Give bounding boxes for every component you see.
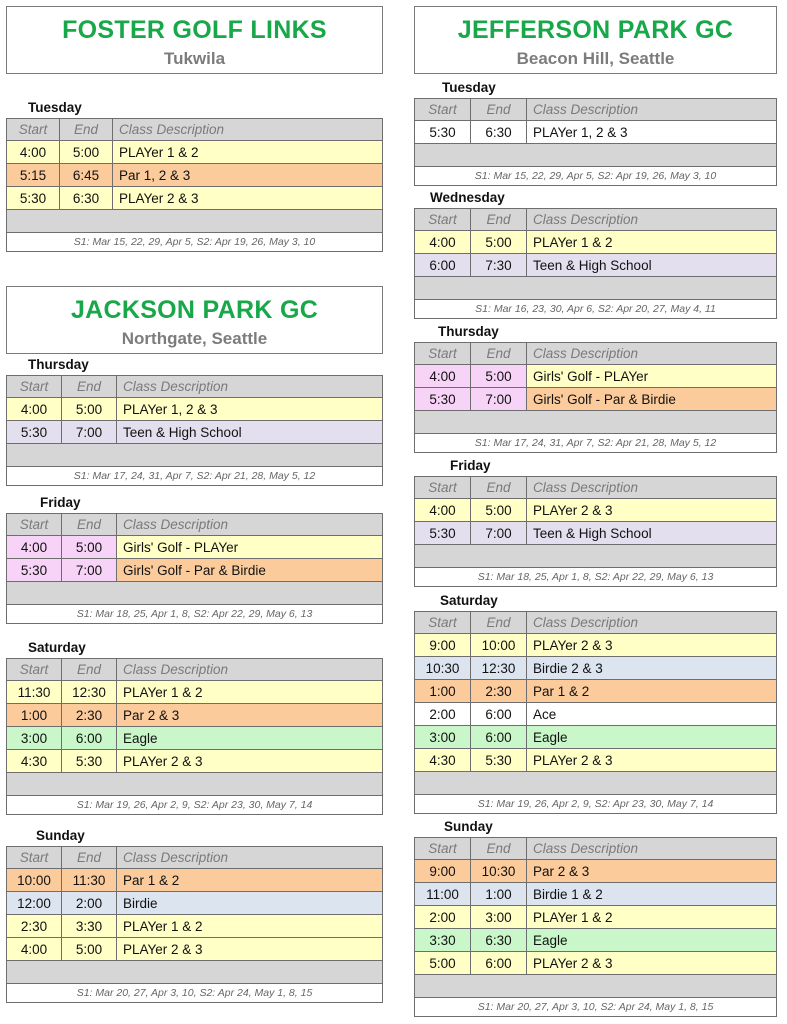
column-header: Start [7, 659, 62, 681]
start-time-cell: 5:30 [7, 421, 62, 444]
start-time-cell: 3:30 [415, 929, 471, 952]
table-header [415, 209, 777, 231]
schedule-table [6, 658, 383, 815]
course-header-jackson [6, 286, 383, 354]
session-dates-text: S1: Mar 19, 26, Apr 2, 9, S2: Apr 23, 30, May 7, 14 [7, 796, 383, 815]
end-time-cell: 5:00 [471, 231, 527, 254]
column-header: Class Description [117, 514, 383, 536]
day-label: Saturday [440, 593, 498, 608]
session-dates [415, 795, 777, 814]
table-row [7, 938, 383, 961]
table-header [415, 99, 777, 121]
class-description-cell: PLAYer 1 & 2 [527, 231, 777, 254]
start-time-cell: 4:00 [7, 398, 62, 421]
column-header: Start [415, 343, 471, 365]
table-row [415, 703, 777, 726]
table-row [415, 231, 777, 254]
class-description-cell: Par 1, 2 & 3 [113, 164, 383, 187]
class-description-cell: PLAYer 1 & 2 [527, 906, 777, 929]
session-dates-text: S1: Mar 20, 27, Apr 3, 10, S2: Apr 24, May 1, 8, 15 [7, 984, 383, 1003]
end-time-cell: 12:30 [62, 681, 117, 704]
class-description-cell: PLAYer 1, 2 & 3 [117, 398, 383, 421]
end-time-cell: 12:30 [471, 657, 527, 680]
start-time-cell: 10:00 [7, 869, 62, 892]
table-header [415, 838, 777, 860]
session-dates [7, 233, 383, 252]
table-row [415, 952, 777, 975]
class-description-cell: Girls' Golf - PLAYer [527, 365, 777, 388]
course-header-jefferson [414, 6, 777, 74]
column-header: End [471, 209, 527, 231]
end-time-cell: 6:00 [471, 952, 527, 975]
class-description-cell: Par 1 & 2 [117, 869, 383, 892]
end-time-cell: 6:30 [471, 929, 527, 952]
table-header [7, 119, 383, 141]
class-description-cell: PLAYer 2 & 3 [527, 499, 777, 522]
table-spacer-row [415, 144, 777, 167]
class-description-cell: Par 2 & 3 [117, 704, 383, 727]
start-time-cell: 4:00 [415, 365, 471, 388]
column-header: Start [7, 847, 62, 869]
start-time-cell: 5:00 [415, 952, 471, 975]
column-header: End [471, 612, 527, 634]
start-time-cell: 11:00 [415, 883, 471, 906]
table-row [415, 860, 777, 883]
start-time-cell: 5:30 [415, 121, 471, 144]
class-description-cell: Eagle [527, 929, 777, 952]
table-row [415, 365, 777, 388]
class-description-cell: PLAYer 2 & 3 [527, 634, 777, 657]
class-description-cell: Par 2 & 3 [527, 860, 777, 883]
table-header [7, 659, 383, 681]
end-time-cell: 10:30 [471, 860, 527, 883]
session-dates-text: S1: Mar 15, 22, 29, Apr 5, S2: Apr 19, 26, May 3, 10 [7, 233, 383, 252]
course-header-foster [6, 6, 383, 74]
end-time-cell: 5:00 [62, 938, 117, 961]
start-time-cell: 2:00 [415, 906, 471, 929]
class-description-cell: Eagle [527, 726, 777, 749]
table-row [7, 750, 383, 773]
start-time-cell: 9:00 [415, 860, 471, 883]
spacer-cell [7, 582, 383, 605]
start-time-cell: 10:30 [415, 657, 471, 680]
column-header: Start [7, 376, 62, 398]
course-name: JEFFERSON PARK GC [457, 16, 734, 44]
spacer-cell [7, 773, 383, 796]
column-header: Class Description [527, 477, 777, 499]
spacer-cell [415, 975, 777, 998]
session-dates [415, 300, 777, 319]
table-row [7, 559, 383, 582]
session-dates-text: S1: Mar 15, 22, 29, Apr 5, S2: Apr 19, 26, May 3, 10 [415, 167, 777, 186]
end-time-cell: 7:00 [471, 388, 527, 411]
end-time-cell: 7:30 [471, 254, 527, 277]
class-description-cell: Teen & High School [527, 254, 777, 277]
course-name: FOSTER GOLF LINKS [62, 16, 327, 44]
table-row [7, 681, 383, 704]
day-label: Thursday [28, 357, 89, 372]
end-time-cell: 3:00 [471, 906, 527, 929]
session-dates-text: S1: Mar 16, 23, 30, Apr 6, S2: Apr 20, 27, May 4, 11 [415, 300, 777, 319]
start-time-cell: 6:00 [415, 254, 471, 277]
column-header: End [62, 847, 117, 869]
spacer-cell [415, 545, 777, 568]
end-time-cell: 1:00 [471, 883, 527, 906]
start-time-cell: 4:30 [415, 749, 471, 772]
table-spacer-row [7, 773, 383, 796]
end-time-cell: 5:00 [471, 365, 527, 388]
class-description-cell: PLAYer 2 & 3 [113, 187, 383, 210]
spacer-cell [415, 277, 777, 300]
column-header: Start [415, 612, 471, 634]
table-row [415, 254, 777, 277]
start-time-cell: 5:30 [415, 388, 471, 411]
spacer-cell [7, 961, 383, 984]
column-header: Class Description [527, 209, 777, 231]
start-time-cell: 5:15 [7, 164, 60, 187]
start-time-cell: 1:00 [415, 680, 471, 703]
end-time-cell: 6:30 [471, 121, 527, 144]
session-dates [415, 167, 777, 186]
start-time-cell: 4:00 [7, 536, 62, 559]
end-time-cell: 6:30 [60, 187, 113, 210]
column-header: Class Description [117, 376, 383, 398]
course-location: Northgate, Seattle [121, 329, 268, 348]
column-header: Class Description [527, 838, 777, 860]
start-time-cell: 5:30 [415, 522, 471, 545]
class-description-cell: Girls' Golf - Par & Birdie [117, 559, 383, 582]
table-row [7, 704, 383, 727]
column-header: Class Description [117, 659, 383, 681]
day-label: Saturday [28, 640, 86, 655]
table-row [7, 164, 383, 187]
column-header: End [471, 343, 527, 365]
column-header: End [62, 514, 117, 536]
table-row [415, 726, 777, 749]
table-header [415, 612, 777, 634]
class-description-cell: PLAYer 1 & 2 [117, 915, 383, 938]
day-label: Sunday [36, 828, 85, 843]
start-time-cell: 4:30 [7, 750, 62, 773]
session-dates [415, 434, 777, 453]
table-row [7, 141, 383, 164]
start-time-cell: 3:00 [415, 726, 471, 749]
end-time-cell: 6:00 [471, 726, 527, 749]
table-row [415, 522, 777, 545]
class-description-cell: PLAYer 2 & 3 [527, 749, 777, 772]
end-time-cell: 10:00 [471, 634, 527, 657]
end-time-cell: 2:30 [62, 704, 117, 727]
column-header: Class Description [113, 119, 383, 141]
session-dates-text: S1: Mar 18, 25, Apr 1, 8, S2: Apr 22, 29, May 6, 13 [7, 605, 383, 624]
table-row [415, 883, 777, 906]
table-header [415, 477, 777, 499]
table-row [415, 388, 777, 411]
column-header: Class Description [527, 343, 777, 365]
end-time-cell: 2:00 [62, 892, 117, 915]
schedule-table [414, 98, 777, 186]
spacer-cell [415, 144, 777, 167]
class-description-cell: PLAYer 2 & 3 [527, 952, 777, 975]
end-time-cell: 6:00 [62, 727, 117, 750]
column-header: Start [7, 119, 60, 141]
end-time-cell: 5:00 [60, 141, 113, 164]
start-time-cell: 4:00 [7, 141, 60, 164]
course-location: Tukwila [163, 49, 226, 68]
end-time-cell: 7:00 [471, 522, 527, 545]
column-header: Start [415, 838, 471, 860]
table-row [415, 749, 777, 772]
session-dates-text: S1: Mar 19, 26, Apr 2, 9, S2: Apr 23, 30, May 7, 14 [415, 795, 777, 814]
column-header: End [62, 376, 117, 398]
table-spacer-row [415, 411, 777, 434]
start-time-cell: 1:00 [7, 704, 62, 727]
start-time-cell: 3:00 [7, 727, 62, 750]
day-label: Friday [450, 458, 491, 473]
start-time-cell: 4:00 [415, 499, 471, 522]
end-time-cell: 5:30 [62, 750, 117, 773]
table-row [415, 906, 777, 929]
schedule-table [414, 208, 777, 319]
column-header: End [471, 838, 527, 860]
column-header: End [60, 119, 113, 141]
session-dates-text: S1: Mar 17, 24, 31, Apr 7, S2: Apr 21, 28, May 5, 12 [415, 434, 777, 453]
spacer-cell [7, 210, 383, 233]
column-header: Class Description [527, 612, 777, 634]
table-spacer-row [415, 545, 777, 568]
class-description-cell: PLAYer 1 & 2 [113, 141, 383, 164]
schedule-table [6, 846, 383, 1003]
table-row [7, 421, 383, 444]
class-description-cell: Teen & High School [527, 522, 777, 545]
schedule-table [6, 375, 383, 486]
schedule-table [414, 611, 777, 814]
column-header: Class Description [117, 847, 383, 869]
spacer-cell [415, 411, 777, 434]
session-dates [7, 467, 383, 486]
day-label: Tuesday [28, 100, 82, 115]
class-description-cell: Girls' Golf - Par & Birdie [527, 388, 777, 411]
start-time-cell: 2:00 [415, 703, 471, 726]
table-row [7, 869, 383, 892]
end-time-cell: 7:00 [62, 559, 117, 582]
start-time-cell: 5:30 [7, 559, 62, 582]
table-spacer-row [7, 210, 383, 233]
class-description-cell: Birdie 1 & 2 [527, 883, 777, 906]
column-header: End [62, 659, 117, 681]
start-time-cell: 4:00 [7, 938, 62, 961]
session-dates [7, 984, 383, 1003]
column-header: Start [415, 477, 471, 499]
class-description-cell: PLAYer 1, 2 & 3 [527, 121, 777, 144]
schedule-table [414, 837, 777, 1017]
course-location: Beacon Hill, Seattle [516, 49, 675, 68]
course-name: JACKSON PARK GC [70, 296, 319, 324]
end-time-cell: 6:45 [60, 164, 113, 187]
table-header [7, 376, 383, 398]
start-time-cell: 11:30 [7, 681, 62, 704]
end-time-cell: 5:00 [62, 536, 117, 559]
table-row [415, 499, 777, 522]
start-time-cell: 12:00 [7, 892, 62, 915]
schedule-table [6, 513, 383, 624]
column-header: End [471, 477, 527, 499]
table-row [415, 657, 777, 680]
table-row [7, 536, 383, 559]
start-time-cell: 9:00 [415, 634, 471, 657]
table-spacer-row [415, 975, 777, 998]
table-spacer-row [7, 961, 383, 984]
start-time-cell: 4:00 [415, 231, 471, 254]
end-time-cell: 7:00 [62, 421, 117, 444]
column-header: Start [415, 99, 471, 121]
class-description-cell: Girls' Golf - PLAYer [117, 536, 383, 559]
column-header: Start [7, 514, 62, 536]
schedule-table [414, 342, 777, 453]
table-row [415, 680, 777, 703]
table-spacer-row [7, 444, 383, 467]
class-description-cell: Teen & High School [117, 421, 383, 444]
day-label: Tuesday [442, 80, 496, 95]
table-row [415, 634, 777, 657]
table-row [7, 398, 383, 421]
session-dates-text: S1: Mar 18, 25, Apr 1, 8, S2: Apr 22, 29, May 6, 13 [415, 568, 777, 587]
table-row [7, 727, 383, 750]
table-row [415, 121, 777, 144]
table-header [7, 847, 383, 869]
day-label: Sunday [444, 819, 493, 834]
day-label: Friday [40, 495, 81, 510]
table-spacer-row [7, 582, 383, 605]
end-time-cell: 3:30 [62, 915, 117, 938]
end-time-cell: 11:30 [62, 869, 117, 892]
table-row [415, 929, 777, 952]
class-description-cell: PLAYer 2 & 3 [117, 750, 383, 773]
table-header [7, 514, 383, 536]
column-header: Class Description [527, 99, 777, 121]
class-description-cell: Birdie 2 & 3 [527, 657, 777, 680]
end-time-cell: 5:00 [62, 398, 117, 421]
table-row [7, 915, 383, 938]
session-dates [415, 568, 777, 587]
spacer-cell [7, 444, 383, 467]
end-time-cell: 6:00 [471, 703, 527, 726]
class-description-cell: Eagle [117, 727, 383, 750]
table-spacer-row [415, 772, 777, 795]
schedule-table [6, 118, 383, 252]
table-spacer-row [415, 277, 777, 300]
class-description-cell: Par 1 & 2 [527, 680, 777, 703]
end-time-cell: 5:30 [471, 749, 527, 772]
start-time-cell: 2:30 [7, 915, 62, 938]
table-header [415, 343, 777, 365]
session-dates [7, 605, 383, 624]
class-description-cell: Ace [527, 703, 777, 726]
session-dates-text: S1: Mar 20, 27, Apr 3, 10, S2: Apr 24, May 1, 8, 15 [415, 998, 777, 1017]
start-time-cell: 5:30 [7, 187, 60, 210]
table-row [7, 187, 383, 210]
end-time-cell: 5:00 [471, 499, 527, 522]
session-dates-text: S1: Mar 17, 24, 31, Apr 7, S2: Apr 21, 28, May 5, 12 [7, 467, 383, 486]
session-dates [7, 796, 383, 815]
session-dates [415, 998, 777, 1017]
class-description-cell: PLAYer 2 & 3 [117, 938, 383, 961]
table-row [7, 892, 383, 915]
day-label: Thursday [438, 324, 499, 339]
column-header: Start [415, 209, 471, 231]
class-description-cell: Birdie [117, 892, 383, 915]
column-header: End [471, 99, 527, 121]
end-time-cell: 2:30 [471, 680, 527, 703]
day-label: Wednesday [430, 190, 505, 205]
class-description-cell: PLAYer 1 & 2 [117, 681, 383, 704]
spacer-cell [415, 772, 777, 795]
schedule-table [414, 476, 777, 587]
